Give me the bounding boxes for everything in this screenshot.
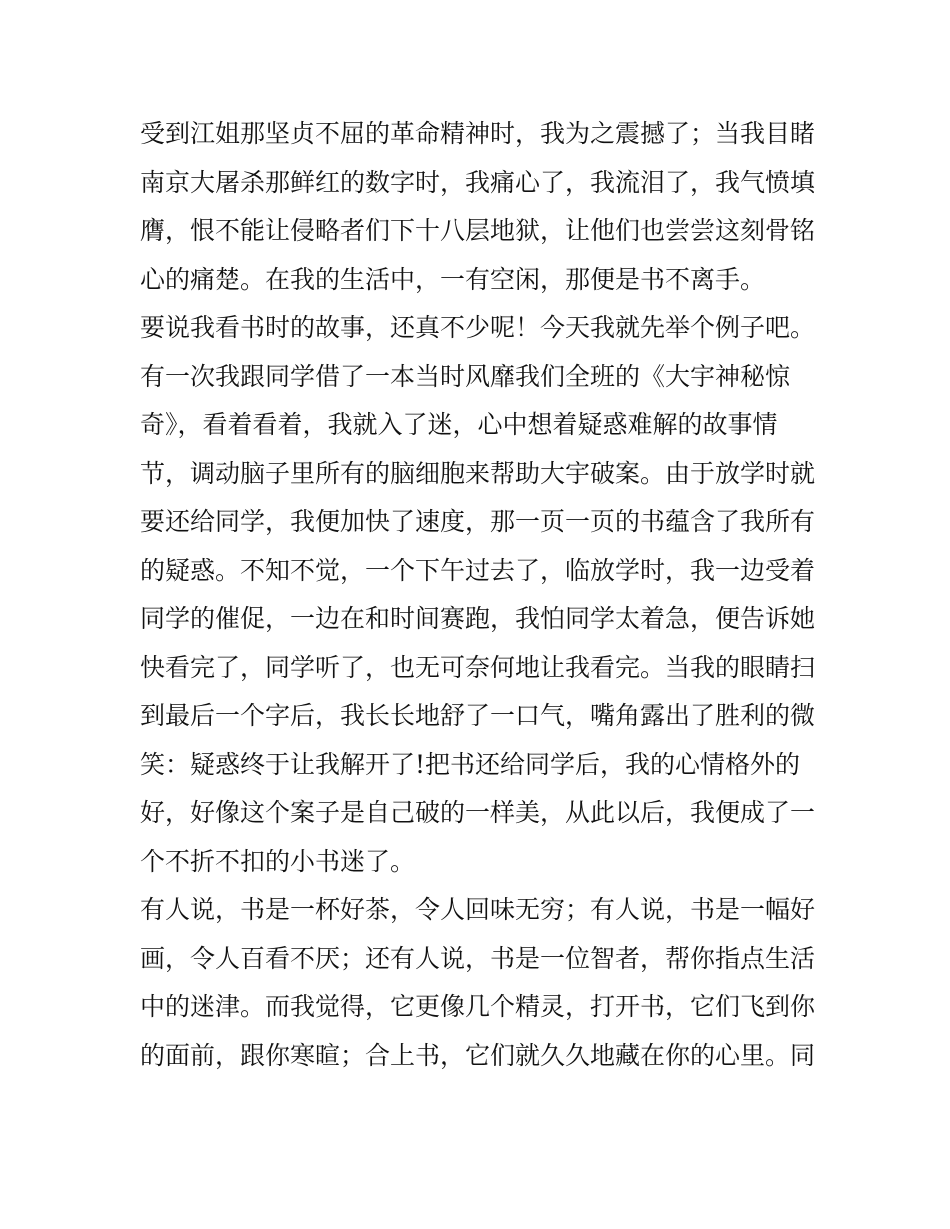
text-line: 南京大屠杀那鲜红的数字时，我痛心了，我流泪了，我气愤填: [140, 167, 816, 197]
text-line: 的面前，跟你寒暄；合上书，它们就久久地藏在你的心里。同: [140, 1040, 816, 1070]
text-line: 笑：疑惑终于让我解开了!把书还给同学后，我的心情格外的: [140, 749, 801, 779]
text-line: 的疑惑。不知不觉，一个下午过去了，临放学时，我一边受着: [140, 555, 816, 585]
text-line: 要还给同学，我便加快了速度，那一页一页的书蕴含了我所有: [140, 507, 816, 536]
text-line: 好，好像这个案子是自己破的一样美，从此以后，我便成了一: [140, 798, 816, 827]
text-line: 同学的催促，一边在和时间赛跑，我怕同学太着急，便告诉她: [140, 604, 816, 633]
text-line: 有人说，书是一杯好茶，令人回味无穷；有人说，书是一幅好: [140, 895, 816, 924]
text-line: 画，令人百看不厌；还有人说，书是一位智者，帮你指点生活: [140, 943, 816, 973]
text-line: 要说我看书时的故事，还真不少呢！今天我就先举个例子吧。: [140, 313, 816, 342]
text-line: 有一次我跟同学借了一本当时风靡我们全班的《大宇神秘惊: [140, 361, 791, 391]
text-line: 到最后一个字后，我长长地舒了一口气，嘴角露出了胜利的微: [140, 701, 816, 730]
text-line: 心的痛楚。在我的生活中，一有空闲，那便是书不离手。: [140, 264, 766, 294]
text-line: 膺，恨不能让侵略者们下十八层地狱，让他们也尝尝这刻骨铭: [140, 216, 816, 245]
text-line: 快看完了，同学听了，也无可奈何地让我看完。当我的眼睛扫: [140, 652, 816, 682]
text-line: 个不折不扣的小书迷了。: [140, 846, 416, 876]
text-line: 中的迷津。而我觉得，它更像几个精灵，打开书，它们飞到你: [140, 992, 816, 1021]
text-line: 节，调动脑子里所有的脑细胞来帮助大宇破案。由于放学时就: [140, 458, 816, 488]
body-text: [140, 110, 820, 1080]
text-line: 受到江姐那坚贞不屈的革命精神时，我为之震撼了；当我目睹: [140, 119, 816, 148]
text-line: 奇》，看着看着，我就入了迷，心中想着疑惑难解的故事情: [140, 410, 778, 439]
